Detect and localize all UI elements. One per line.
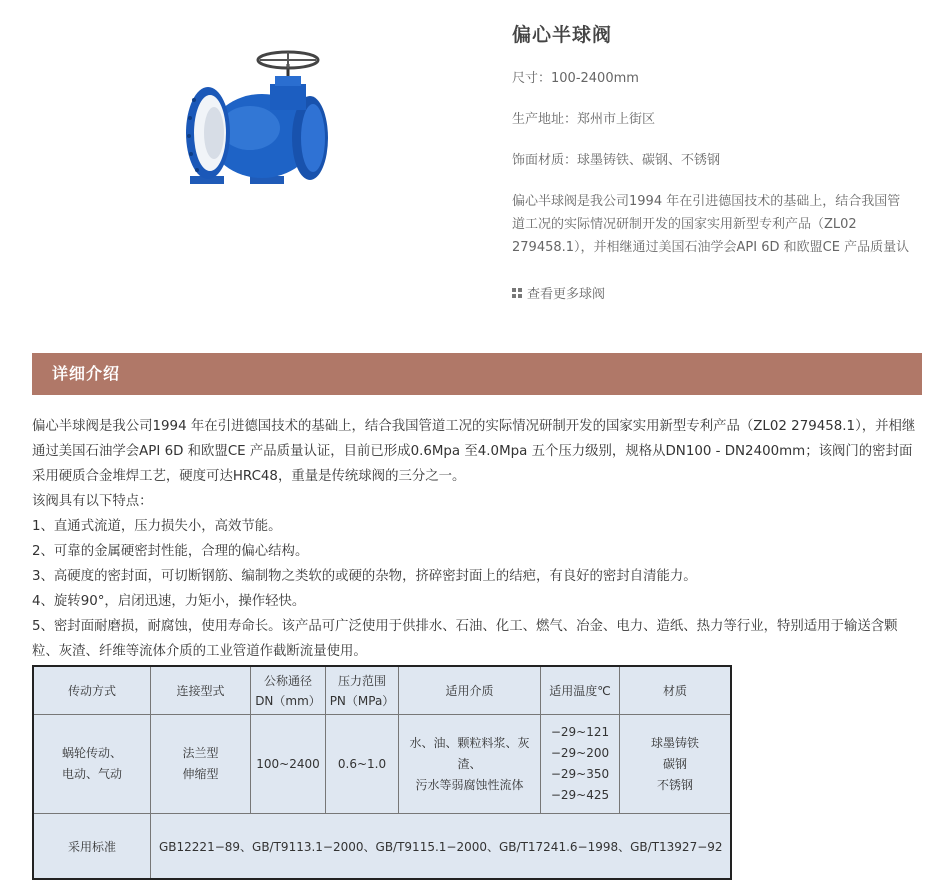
table-header-row [33,666,731,715]
feature-item: 5、密封面耐磨损，耐腐蚀，使用寿命长。该产品可广泛使用于供排水、石油、化工、燃气、冶金、电力、造纸、热力等行业，特别适用于输送含颗粒、灰渣、纤维等流体介质的工业管道作截断流量使用。 [32,619,898,659]
product-summary: 偏心半球阀是我公司1994 年在引进德国技术的基础上，结合我国管道工况的实际情况研制开发的国家实用新型专利产品（ZL02 279458.1），并相继通过美国石油学会API 6D 和欧盟CE 产品质量认 [512,194,910,255]
more-products-label[interactable]: 查看更多球阀 [527,287,606,302]
detail-content [32,414,920,664]
header-drive: 传动方式 [33,666,151,715]
ball-valve-image [170,48,350,198]
section-title: 详细介绍 [32,353,922,395]
intro-paragraph: 偏心半球阀是我公司1994 年在引进德国技术的基础上，结合我国管道工况的实际情况研制开发的国家实用新型专利产品（ZL02 279458.1），并相继通过美国石油学会API 6D 和欧盟CE 产品质量认证，目前已形成0.6Mpa 至4.0Mpa 五个压力级别，规格从DN100 - DN2400mm；该阀门的密封面采用硬质合金堆焊工艺，硬度可达HRC48，重量是传统球阀的三分之一。 [32,419,916,484]
cell-material: 球墨铸铁 碳钢 不锈钢 [620,715,732,814]
product-origin: 生产地址：郑州市上街区 [512,112,656,127]
product-image [170,48,350,198]
more-products-link[interactable] [512,283,912,302]
feature-item: 2、可靠的金属硬密封性能，合理的偏心结构。 [32,544,309,559]
table-row [33,715,731,814]
table-row [33,814,731,880]
feature-item: 4、旋转90°，启闭迅速，力矩小，操作轻快。 [32,594,306,609]
cell-connection: 法兰型 伸缩型 [151,715,251,814]
header-connection: 连接型式 [151,666,251,715]
cell-media: 水、油、颗粒料浆、灰渣、 污水等弱腐蚀性流体 [399,715,541,814]
cell-standard-value: GB12221−89、GB/T9113.1−2000、GB/T9115.1−2000、GB/T17241.6−1998、GB/T13927−92 [151,814,732,880]
spec-table [32,665,732,880]
product-size: 尺寸：100-2400mm [512,71,639,86]
cell-temp: −29~121 −29~200 −29~350 −29~425 [541,715,620,814]
feature-item: 1、直通式流道，压力损失小，高效节能。 [32,519,282,534]
cell-dn: 100~2400 [251,715,326,814]
cell-drive: 蜗轮传动、 电动、气动 [33,715,151,814]
grid-icon [512,288,522,298]
cell-pn: 0.6~1.0 [326,715,399,814]
header-material: 材质 [620,666,732,715]
header-media: 适用介质 [399,666,541,715]
header-dn: 公称通径 DN（mm） [251,666,326,715]
features-heading: 该阀具有以下特点： [32,494,153,509]
feature-item: 3、高硬度的密封面，可切断钢筋、编制物之类软的或硬的杂物，挤碎密封面上的结疤，有良好的密封自清能力。 [32,569,697,584]
cell-standard-label: 采用标准 [33,814,151,880]
header-temp: 适用温度℃ [541,666,620,715]
product-material: 饰面材质：球墨铸铁、碳钢、不锈钢 [512,153,721,168]
header-pn: 压力范围 PN（MPa） [326,666,399,715]
product-info [512,20,912,302]
product-title: 偏心半球阀 [512,24,613,46]
